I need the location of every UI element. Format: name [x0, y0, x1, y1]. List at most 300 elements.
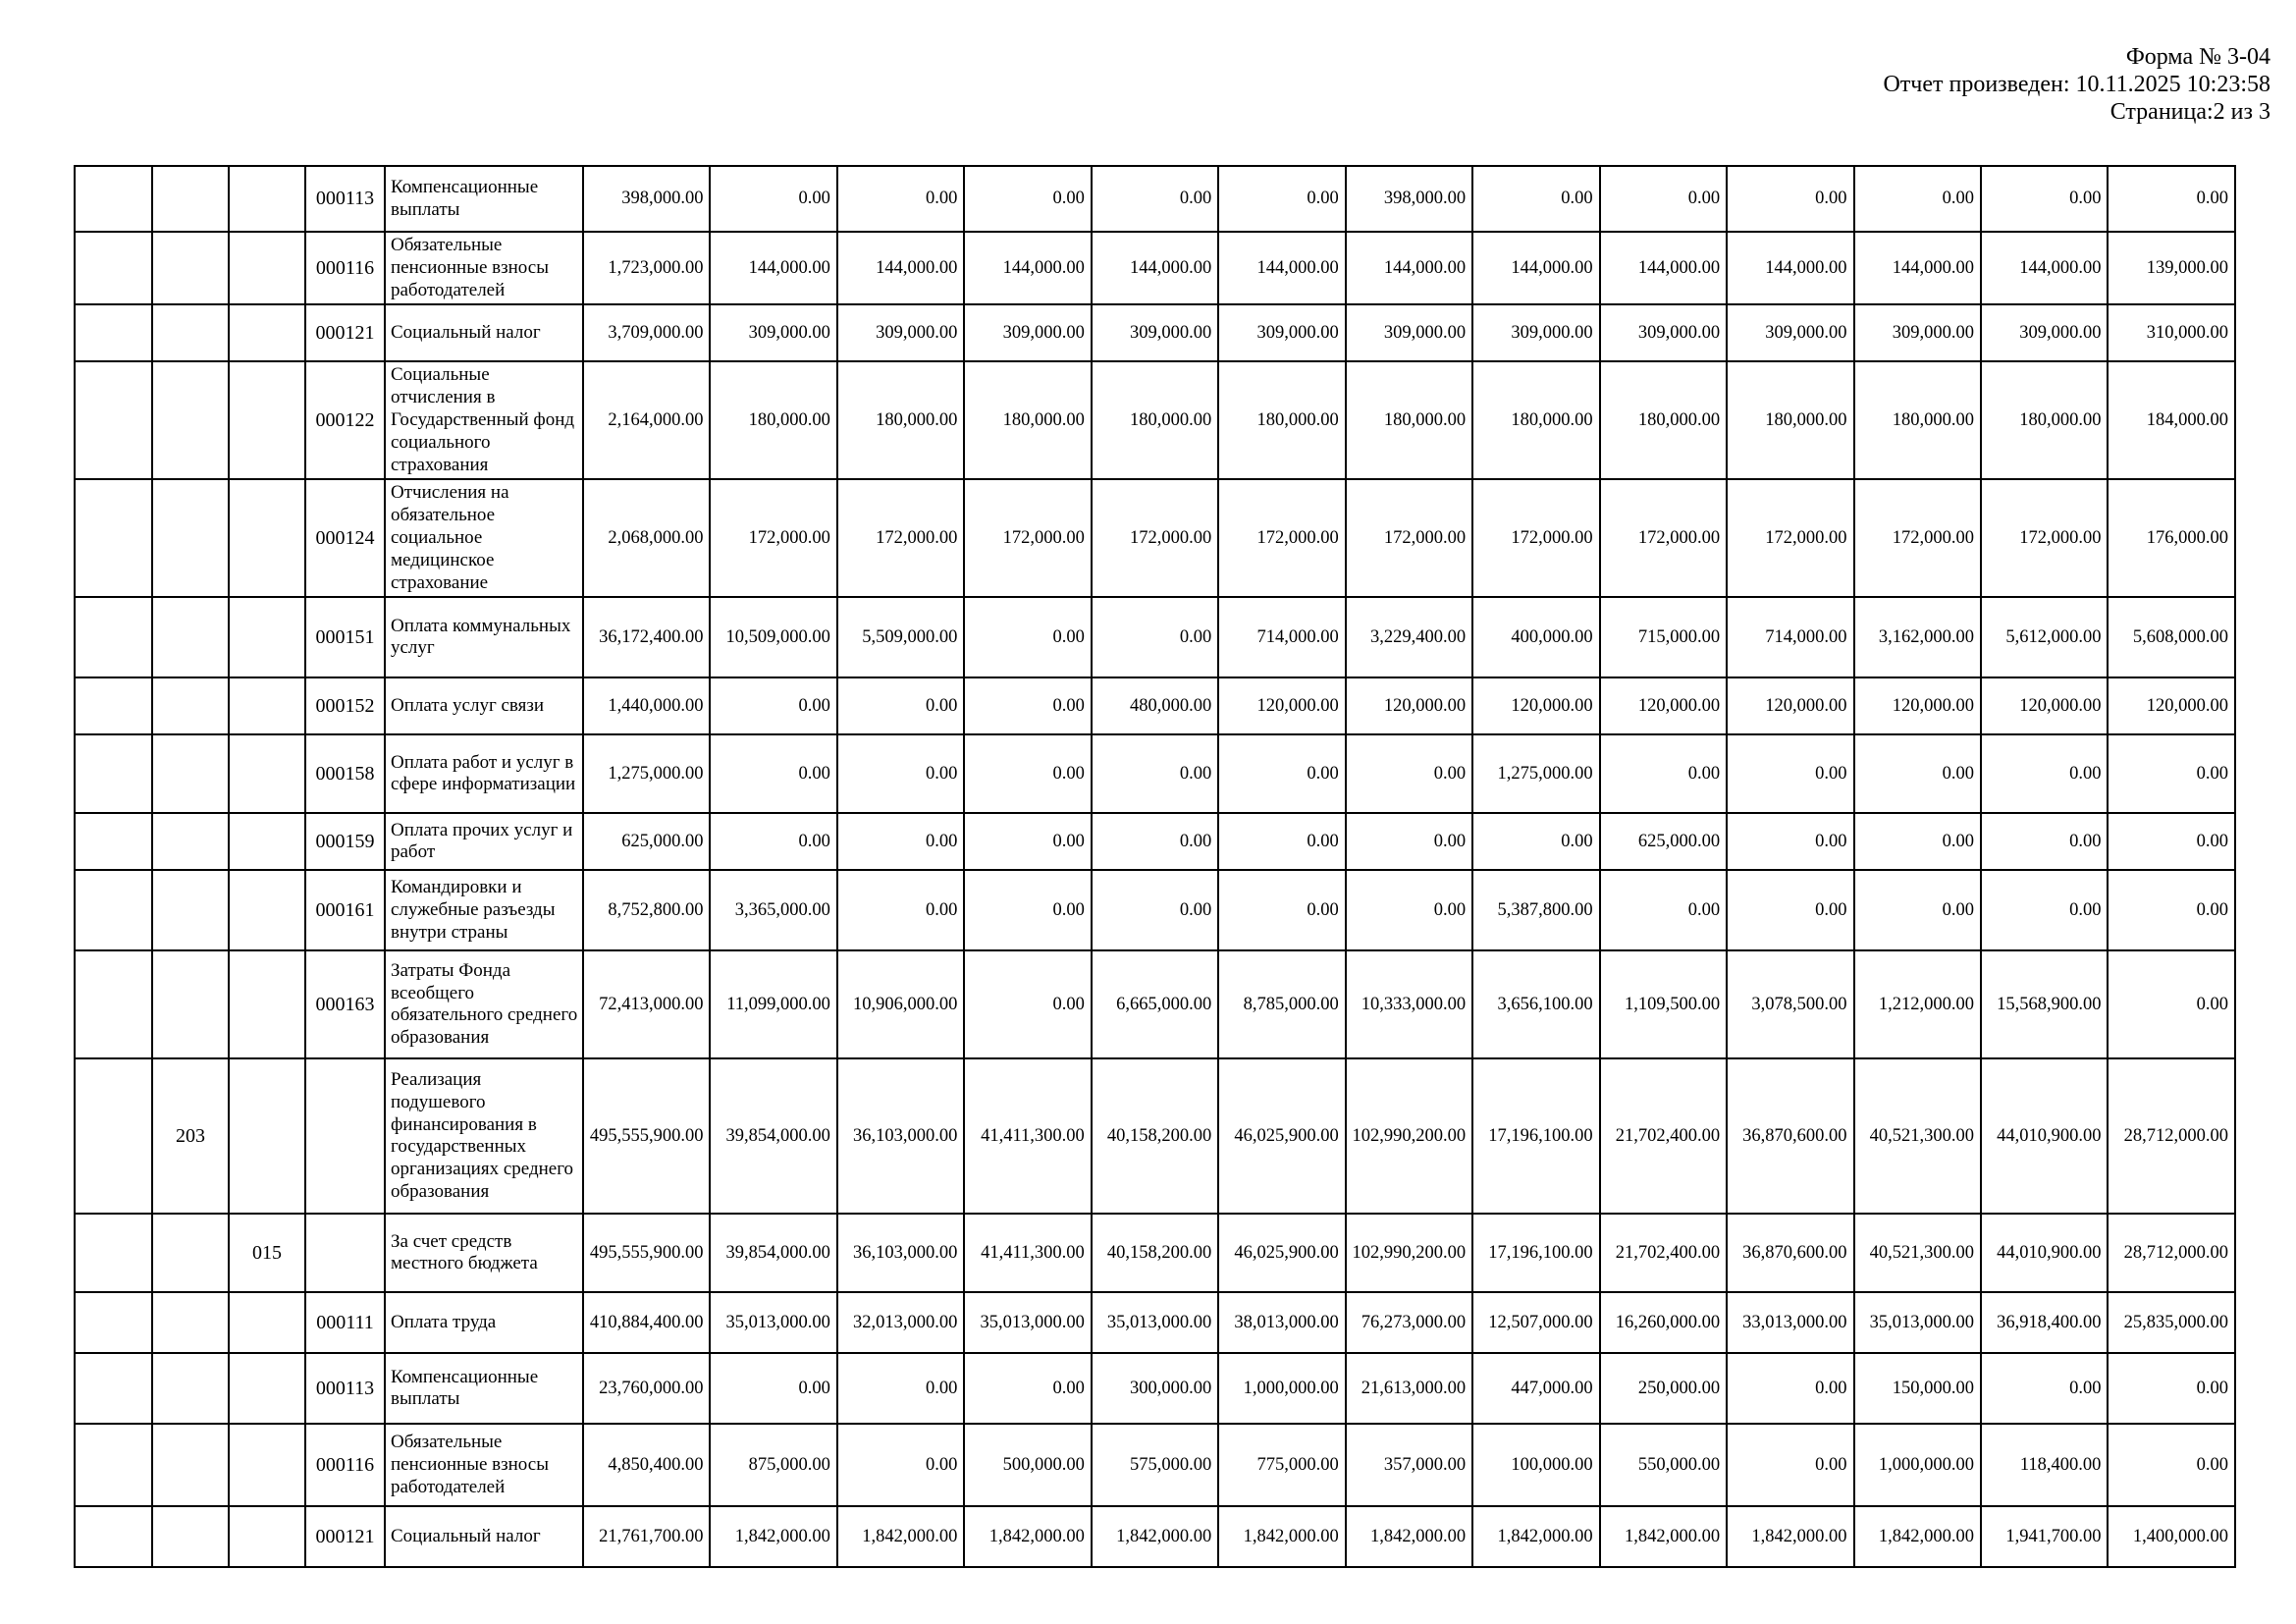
value-cell: 625,000.00 [583, 813, 710, 870]
col-subprogram-code [229, 1292, 305, 1353]
col-specific-code: 000113 [305, 1353, 385, 1424]
value-cell: 0.00 [1727, 1353, 1853, 1424]
table-row [75, 1353, 2235, 1424]
value-cell: 39,854,000.00 [710, 1214, 836, 1292]
value-cell: 0.00 [2108, 166, 2235, 232]
value-cell: 139,000.00 [2108, 232, 2235, 304]
col-subprogram-code [229, 597, 305, 677]
value-cell: 495,555,900.00 [583, 1058, 710, 1214]
value-cell: 0.00 [837, 813, 964, 870]
row-name: Социальный налог [385, 304, 583, 361]
col-program-code [152, 813, 229, 870]
budget-table-body [75, 166, 2235, 1567]
value-cell: 0.00 [1981, 870, 2108, 950]
value-cell: 0.00 [1472, 166, 1599, 232]
value-cell: 144,000.00 [837, 232, 964, 304]
value-cell: 172,000.00 [710, 479, 836, 597]
col-specific-code: 000121 [305, 304, 385, 361]
value-cell: 102,990,200.00 [1346, 1214, 1472, 1292]
col-program-code [152, 597, 229, 677]
value-cell: 144,000.00 [964, 232, 1091, 304]
value-cell: 102,990,200.00 [1346, 1058, 1472, 1214]
value-cell: 144,000.00 [1600, 232, 1727, 304]
value-cell: 1,275,000.00 [583, 734, 710, 813]
value-cell: 625,000.00 [1600, 813, 1727, 870]
value-cell: 180,000.00 [1854, 361, 1981, 479]
value-cell: 0.00 [1981, 1353, 2108, 1424]
col-spec-code [75, 870, 152, 950]
value-cell: 0.00 [1092, 734, 1218, 813]
col-subprogram-code [229, 734, 305, 813]
value-cell: 309,000.00 [1346, 304, 1472, 361]
col-specific-code: 000158 [305, 734, 385, 813]
col-spec-code [75, 361, 152, 479]
value-cell: 310,000.00 [2108, 304, 2235, 361]
value-cell: 120,000.00 [1981, 677, 2108, 734]
col-spec-code [75, 597, 152, 677]
value-cell: 172,000.00 [1727, 479, 1853, 597]
table-row [75, 1214, 2235, 1292]
value-cell: 172,000.00 [1854, 479, 1981, 597]
col-specific-code: 000151 [305, 597, 385, 677]
value-cell: 309,000.00 [964, 304, 1091, 361]
value-cell: 46,025,900.00 [1218, 1058, 1345, 1214]
value-cell: 309,000.00 [1472, 304, 1599, 361]
value-cell: 33,013,000.00 [1727, 1292, 1853, 1353]
value-cell: 35,013,000.00 [1854, 1292, 1981, 1353]
value-cell: 40,158,200.00 [1092, 1058, 1218, 1214]
col-subprogram-code: 015 [229, 1214, 305, 1292]
col-subprogram-code [229, 361, 305, 479]
value-cell: 172,000.00 [1346, 479, 1472, 597]
value-cell: 309,000.00 [1218, 304, 1345, 361]
value-cell: 0.00 [964, 1353, 1091, 1424]
value-cell: 309,000.00 [710, 304, 836, 361]
col-subprogram-code [229, 870, 305, 950]
value-cell: 144,000.00 [1472, 232, 1599, 304]
col-spec-code [75, 813, 152, 870]
col-specific-code: 000116 [305, 232, 385, 304]
value-cell: 17,196,100.00 [1472, 1058, 1599, 1214]
col-program-code [152, 304, 229, 361]
col-spec-code [75, 1506, 152, 1567]
col-program-code [152, 1292, 229, 1353]
value-cell: 0.00 [1218, 813, 1345, 870]
value-cell: 180,000.00 [1727, 361, 1853, 479]
value-cell: 40,521,300.00 [1854, 1058, 1981, 1214]
value-cell: 0.00 [837, 1424, 964, 1506]
value-cell: 0.00 [1600, 166, 1727, 232]
value-cell: 120,000.00 [1346, 677, 1472, 734]
row-name: Социальные отчисления в Государственный фонд социального страхования [385, 361, 583, 479]
value-cell: 0.00 [837, 677, 964, 734]
value-cell: 3,365,000.00 [710, 870, 836, 950]
value-cell: 144,000.00 [710, 232, 836, 304]
value-cell: 1,842,000.00 [837, 1506, 964, 1567]
value-cell: 400,000.00 [1472, 597, 1599, 677]
value-cell: 300,000.00 [1092, 1353, 1218, 1424]
value-cell: 0.00 [837, 1353, 964, 1424]
value-cell: 0.00 [1854, 813, 1981, 870]
col-program-code [152, 950, 229, 1058]
value-cell: 38,013,000.00 [1218, 1292, 1345, 1353]
col-spec-code [75, 1424, 152, 1506]
value-cell: 3,656,100.00 [1472, 950, 1599, 1058]
table-row [75, 734, 2235, 813]
row-name: Социальный налог [385, 1506, 583, 1567]
value-cell: 0.00 [1981, 166, 2108, 232]
col-spec-code [75, 1214, 152, 1292]
value-cell: 25,835,000.00 [2108, 1292, 2235, 1353]
col-program-code [152, 479, 229, 597]
col-spec-code [75, 734, 152, 813]
value-cell: 0.00 [1092, 166, 1218, 232]
value-cell: 0.00 [1218, 870, 1345, 950]
value-cell: 100,000.00 [1472, 1424, 1599, 1506]
col-specific-code: 000113 [305, 166, 385, 232]
value-cell: 0.00 [964, 950, 1091, 1058]
col-subprogram-code [229, 813, 305, 870]
value-cell: 1,842,000.00 [1092, 1506, 1218, 1567]
col-specific-code [305, 1214, 385, 1292]
value-cell: 0.00 [2108, 1353, 2235, 1424]
value-cell: 0.00 [837, 734, 964, 813]
value-cell: 3,709,000.00 [583, 304, 710, 361]
value-cell: 1,109,500.00 [1600, 950, 1727, 1058]
value-cell: 36,103,000.00 [837, 1214, 964, 1292]
value-cell: 0.00 [1346, 734, 1472, 813]
value-cell: 3,162,000.00 [1854, 597, 1981, 677]
col-subprogram-code [229, 677, 305, 734]
col-specific-code: 000111 [305, 1292, 385, 1353]
table-row [75, 597, 2235, 677]
col-specific-code: 000161 [305, 870, 385, 950]
value-cell: 21,702,400.00 [1600, 1058, 1727, 1214]
value-cell: 8,752,800.00 [583, 870, 710, 950]
table-row [75, 1506, 2235, 1567]
value-cell: 120,000.00 [1472, 677, 1599, 734]
col-spec-code [75, 304, 152, 361]
col-spec-code [75, 1353, 152, 1424]
value-cell: 180,000.00 [1218, 361, 1345, 479]
table-row [75, 870, 2235, 950]
col-specific-code: 000122 [305, 361, 385, 479]
report-header [1883, 43, 2270, 126]
value-cell: 550,000.00 [1600, 1424, 1727, 1506]
value-cell: 184,000.00 [2108, 361, 2235, 479]
value-cell: 0.00 [2108, 1424, 2235, 1506]
col-program-code [152, 232, 229, 304]
col-spec-code [75, 232, 152, 304]
value-cell: 180,000.00 [1472, 361, 1599, 479]
value-cell: 11,099,000.00 [710, 950, 836, 1058]
value-cell: 21,613,000.00 [1346, 1353, 1472, 1424]
value-cell: 5,387,800.00 [1472, 870, 1599, 950]
row-name: Затраты Фонда всеобщего обязательного среднего образования [385, 950, 583, 1058]
value-cell: 0.00 [1346, 870, 1472, 950]
col-program-code [152, 1353, 229, 1424]
value-cell: 28,712,000.00 [2108, 1058, 2235, 1214]
value-cell: 8,785,000.00 [1218, 950, 1345, 1058]
value-cell: 10,906,000.00 [837, 950, 964, 1058]
value-cell: 1,842,000.00 [1218, 1506, 1345, 1567]
value-cell: 120,000.00 [1600, 677, 1727, 734]
value-cell: 0.00 [2108, 950, 2235, 1058]
value-cell: 495,555,900.00 [583, 1214, 710, 1292]
col-specific-code: 000159 [305, 813, 385, 870]
col-spec-code [75, 1058, 152, 1214]
value-cell: 0.00 [964, 166, 1091, 232]
value-cell: 76,273,000.00 [1346, 1292, 1472, 1353]
value-cell: 172,000.00 [1472, 479, 1599, 597]
value-cell: 35,013,000.00 [1092, 1292, 1218, 1353]
value-cell: 714,000.00 [1218, 597, 1345, 677]
value-cell: 2,068,000.00 [583, 479, 710, 597]
table-row [75, 166, 2235, 232]
value-cell: 309,000.00 [837, 304, 964, 361]
value-cell: 0.00 [964, 597, 1091, 677]
value-cell: 309,000.00 [1981, 304, 2108, 361]
value-cell: 0.00 [1854, 870, 1981, 950]
value-cell: 120,000.00 [1218, 677, 1345, 734]
row-name: Оплата работ и услуг в сфере информатизации [385, 734, 583, 813]
value-cell: 6,665,000.00 [1092, 950, 1218, 1058]
value-cell: 1,000,000.00 [1218, 1353, 1345, 1424]
row-name: Отчисления на обязательное социальное медицинское страхование [385, 479, 583, 597]
col-specific-code: 000116 [305, 1424, 385, 1506]
value-cell: 36,918,400.00 [1981, 1292, 2108, 1353]
row-name: Компенсационные выплаты [385, 166, 583, 232]
value-cell: 309,000.00 [1854, 304, 1981, 361]
value-cell: 32,013,000.00 [837, 1292, 964, 1353]
value-cell: 72,413,000.00 [583, 950, 710, 1058]
value-cell: 172,000.00 [1092, 479, 1218, 597]
value-cell: 0.00 [837, 870, 964, 950]
value-cell: 4,850,400.00 [583, 1424, 710, 1506]
value-cell: 1,842,000.00 [1600, 1506, 1727, 1567]
col-subprogram-code [229, 166, 305, 232]
col-program-code [152, 734, 229, 813]
value-cell: 41,411,300.00 [964, 1058, 1091, 1214]
value-cell: 0.00 [2108, 870, 2235, 950]
value-cell: 398,000.00 [1346, 166, 1472, 232]
col-program-code [152, 677, 229, 734]
col-program-code [152, 1214, 229, 1292]
value-cell: 144,000.00 [1981, 232, 2108, 304]
report-generated-timestamp: Отчет произведен: 10.11.2025 10:23:58 [1883, 72, 2270, 97]
value-cell: 172,000.00 [1981, 479, 2108, 597]
col-subprogram-code [229, 1506, 305, 1567]
value-cell: 0.00 [1727, 1424, 1853, 1506]
col-specific-code: 000163 [305, 950, 385, 1058]
col-subprogram-code [229, 479, 305, 597]
col-subprogram-code [229, 1424, 305, 1506]
value-cell: 28,712,000.00 [2108, 1214, 2235, 1292]
table-row [75, 1292, 2235, 1353]
row-name: За счет средств местного бюджета [385, 1214, 583, 1292]
col-spec-code [75, 1292, 152, 1353]
row-name: Оплата прочих услуг и работ [385, 813, 583, 870]
value-cell: 500,000.00 [964, 1424, 1091, 1506]
value-cell: 0.00 [710, 734, 836, 813]
value-cell: 0.00 [1472, 813, 1599, 870]
value-cell: 23,760,000.00 [583, 1353, 710, 1424]
value-cell: 36,172,400.00 [583, 597, 710, 677]
value-cell: 0.00 [710, 813, 836, 870]
col-specific-code: 000124 [305, 479, 385, 597]
value-cell: 118,400.00 [1981, 1424, 2108, 1506]
value-cell: 398,000.00 [583, 166, 710, 232]
value-cell: 21,702,400.00 [1600, 1214, 1727, 1292]
value-cell: 309,000.00 [1092, 304, 1218, 361]
value-cell: 1,842,000.00 [1346, 1506, 1472, 1567]
value-cell: 775,000.00 [1218, 1424, 1345, 1506]
value-cell: 575,000.00 [1092, 1424, 1218, 1506]
value-cell: 21,761,700.00 [583, 1506, 710, 1567]
value-cell: 180,000.00 [837, 361, 964, 479]
value-cell: 0.00 [1218, 166, 1345, 232]
value-cell: 1,400,000.00 [2108, 1506, 2235, 1567]
value-cell: 0.00 [710, 166, 836, 232]
value-cell: 41,411,300.00 [964, 1214, 1091, 1292]
value-cell: 0.00 [1092, 870, 1218, 950]
value-cell: 0.00 [1981, 734, 2108, 813]
value-cell: 172,000.00 [837, 479, 964, 597]
value-cell: 176,000.00 [2108, 479, 2235, 597]
value-cell: 875,000.00 [710, 1424, 836, 1506]
col-spec-code [75, 479, 152, 597]
value-cell: 447,000.00 [1472, 1353, 1599, 1424]
value-cell: 0.00 [1600, 870, 1727, 950]
value-cell: 10,333,000.00 [1346, 950, 1472, 1058]
value-cell: 144,000.00 [1727, 232, 1853, 304]
value-cell: 120,000.00 [1727, 677, 1853, 734]
value-cell: 0.00 [1218, 734, 1345, 813]
value-cell: 180,000.00 [964, 361, 1091, 479]
value-cell: 39,854,000.00 [710, 1058, 836, 1214]
value-cell: 172,000.00 [1600, 479, 1727, 597]
value-cell: 714,000.00 [1727, 597, 1853, 677]
value-cell: 0.00 [710, 677, 836, 734]
row-name: Обязательные пенсионные взносы работодателей [385, 232, 583, 304]
col-subprogram-code [229, 1058, 305, 1214]
col-specific-code: 000152 [305, 677, 385, 734]
value-cell: 0.00 [1854, 734, 1981, 813]
value-cell: 2,164,000.00 [583, 361, 710, 479]
row-name: Оплата услуг связи [385, 677, 583, 734]
value-cell: 1,275,000.00 [1472, 734, 1599, 813]
col-subprogram-code [229, 1353, 305, 1424]
col-program-code [152, 166, 229, 232]
value-cell: 120,000.00 [1854, 677, 1981, 734]
value-cell: 0.00 [1727, 166, 1853, 232]
table-row [75, 232, 2235, 304]
value-cell: 0.00 [964, 870, 1091, 950]
value-cell: 0.00 [1981, 813, 2108, 870]
col-program-code [152, 1424, 229, 1506]
value-cell: 0.00 [1854, 166, 1981, 232]
value-cell: 172,000.00 [1218, 479, 1345, 597]
value-cell: 180,000.00 [1346, 361, 1472, 479]
value-cell: 1,000,000.00 [1854, 1424, 1981, 1506]
col-program-code: 203 [152, 1058, 229, 1214]
value-cell: 357,000.00 [1346, 1424, 1472, 1506]
value-cell: 0.00 [1346, 813, 1472, 870]
value-cell: 35,013,000.00 [964, 1292, 1091, 1353]
col-program-code [152, 361, 229, 479]
value-cell: 480,000.00 [1092, 677, 1218, 734]
value-cell: 5,612,000.00 [1981, 597, 2108, 677]
value-cell: 0.00 [2108, 734, 2235, 813]
value-cell: 0.00 [2108, 813, 2235, 870]
row-name: Командировки и служебные разъезды внутри страны [385, 870, 583, 950]
table-row [75, 950, 2235, 1058]
col-specific-code: 000121 [305, 1506, 385, 1567]
value-cell: 120,000.00 [2108, 677, 2235, 734]
value-cell: 250,000.00 [1600, 1353, 1727, 1424]
value-cell: 44,010,900.00 [1981, 1214, 2108, 1292]
value-cell: 144,000.00 [1092, 232, 1218, 304]
row-name: Оплата труда [385, 1292, 583, 1353]
value-cell: 1,212,000.00 [1854, 950, 1981, 1058]
value-cell: 0.00 [710, 1353, 836, 1424]
value-cell: 309,000.00 [1600, 304, 1727, 361]
value-cell: 150,000.00 [1854, 1353, 1981, 1424]
col-program-code [152, 870, 229, 950]
value-cell: 0.00 [1727, 870, 1853, 950]
value-cell: 3,078,500.00 [1727, 950, 1853, 1058]
value-cell: 36,870,600.00 [1727, 1214, 1853, 1292]
value-cell: 35,013,000.00 [710, 1292, 836, 1353]
value-cell: 144,000.00 [1218, 232, 1345, 304]
value-cell: 0.00 [1092, 813, 1218, 870]
value-cell: 40,521,300.00 [1854, 1214, 1981, 1292]
value-cell: 1,941,700.00 [1981, 1506, 2108, 1567]
value-cell: 1,723,000.00 [583, 232, 710, 304]
table-row [75, 1424, 2235, 1506]
value-cell: 0.00 [837, 166, 964, 232]
table-row [75, 479, 2235, 597]
value-cell: 0.00 [964, 813, 1091, 870]
value-cell: 10,509,000.00 [710, 597, 836, 677]
value-cell: 180,000.00 [1600, 361, 1727, 479]
col-spec-code [75, 166, 152, 232]
value-cell: 180,000.00 [710, 361, 836, 479]
value-cell: 15,568,900.00 [1981, 950, 2108, 1058]
value-cell: 16,260,000.00 [1600, 1292, 1727, 1353]
value-cell: 1,440,000.00 [583, 677, 710, 734]
value-cell: 0.00 [1727, 813, 1853, 870]
value-cell: 0.00 [1727, 734, 1853, 813]
value-cell: 36,870,600.00 [1727, 1058, 1853, 1214]
value-cell: 46,025,900.00 [1218, 1214, 1345, 1292]
form-number: Форма № 3-04 [2125, 44, 2270, 70]
value-cell: 1,842,000.00 [1727, 1506, 1853, 1567]
table-row [75, 304, 2235, 361]
value-cell: 180,000.00 [1092, 361, 1218, 479]
value-cell: 715,000.00 [1600, 597, 1727, 677]
value-cell: 144,000.00 [1854, 232, 1981, 304]
value-cell: 44,010,900.00 [1981, 1058, 2108, 1214]
col-program-code [152, 1506, 229, 1567]
value-cell: 3,229,400.00 [1346, 597, 1472, 677]
value-cell: 0.00 [964, 677, 1091, 734]
row-name: Обязательные пенсионные взносы работодателей [385, 1424, 583, 1506]
value-cell: 40,158,200.00 [1092, 1214, 1218, 1292]
value-cell: 36,103,000.00 [837, 1058, 964, 1214]
value-cell: 0.00 [964, 734, 1091, 813]
value-cell: 0.00 [1092, 597, 1218, 677]
